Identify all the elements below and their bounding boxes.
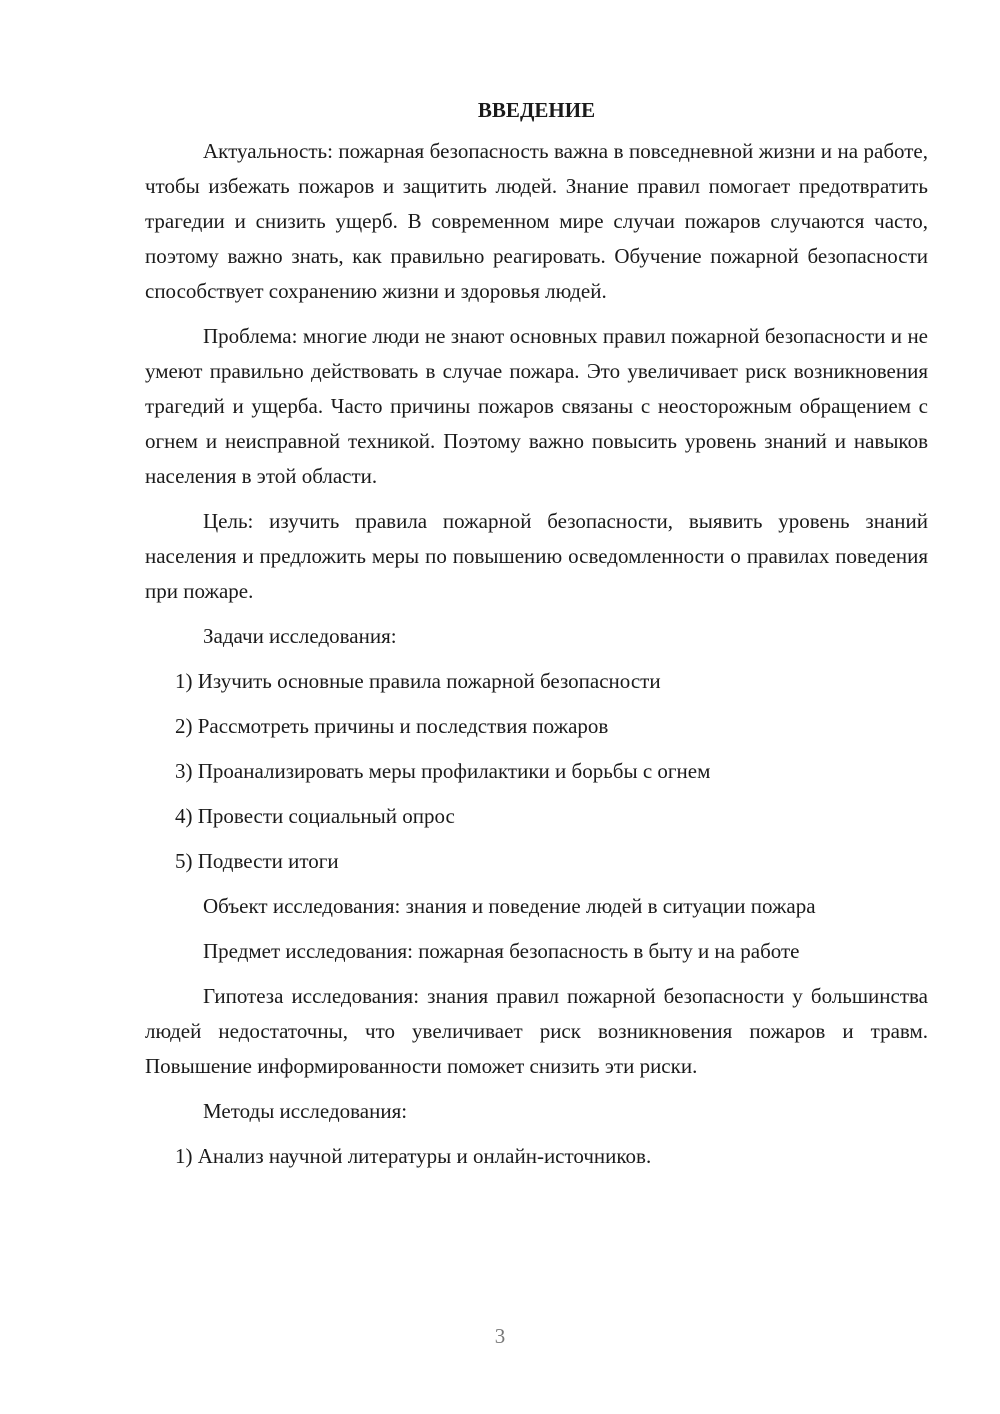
task-item-5: 5) Подвести итоги: [175, 849, 339, 873]
research-object: Объект исследования: знания и поведение людей в ситуации пожара: [203, 894, 816, 918]
hypothesis-paragraph: Гипотеза исследования: знания правил пожарной безопасности у большинства людей недостаточны, что увеличивает риск возникновения пожаров и травм. Повышение информированности поможет снизить эти риски.: [145, 984, 928, 1078]
method-item-1: 1) Анализ научной литературы и онлайн-источников.: [175, 1144, 652, 1168]
page-title: ВВЕДЕНИЕ: [477, 98, 596, 122]
page-number: 3: [494, 1324, 506, 1348]
task-item-4: 4) Провести социальный опрос: [175, 804, 455, 828]
task-item-3: 3) Проанализировать меры профилактики и борьбы с огнем: [175, 759, 711, 783]
research-subject: Предмет исследования: пожарная безопасность в быту и на работе: [203, 939, 800, 963]
methods-heading: Методы исследования:: [203, 1099, 408, 1123]
goal-paragraph: Цель: изучить правила пожарной безопасности, выявить уровень знаний населения и предложить меры по повышению осведомленности о правилах поведения при пожаре.: [145, 509, 928, 603]
problem-paragraph: Проблема: многие люди не знают основных правил пожарной безопасности и не умеют правильно действовать в случае пожара. Это увеличивает риск возникновения трагедий и ущерба. Часто причины пожаров связаны с неосторожным обращением с огнем и неисправной техникой. Поэтому важно повысить уровень знаний и навыков населения в этой области.: [145, 324, 928, 488]
task-item-2: 2) Рассмотреть причины и последствия пожаров: [175, 714, 609, 738]
tasks-heading: Задачи исследования:: [203, 624, 397, 648]
document-page: [145, 95, 928, 1184]
actuality-paragraph: Актуальность: пожарная безопасность важна в повседневной жизни и на работе, чтобы избежать пожаров и защитить людей. Знание правил помогает предотвратить трагедии и снизить ущерб. В современном мире случаи пожаров случаются часто, поэтому важно знать, как правильно реагировать. Обучение пожарной безопасности способствует сохранению жизни и здоровья людей.: [145, 139, 928, 303]
task-item-1: 1) Изучить основные правила пожарной безопасности: [175, 669, 661, 693]
